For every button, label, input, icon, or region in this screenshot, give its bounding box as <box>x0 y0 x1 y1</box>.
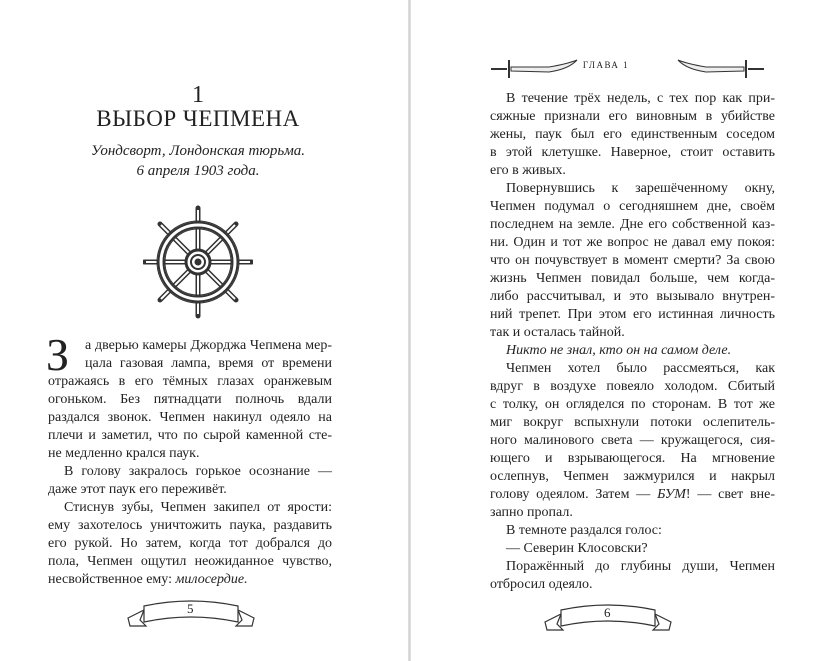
chapter-title: ВЫБОР ЧЕПМЕНА <box>96 106 300 131</box>
text-line <box>490 108 775 126</box>
text-line <box>490 90 775 108</box>
text-line <box>48 463 332 481</box>
text-segment: В течение трёх недель, с тех пор как при- <box>506 91 775 106</box>
text-segment: отбросил одеяло. <box>490 577 593 592</box>
text-line <box>48 409 332 427</box>
text-line <box>48 427 332 445</box>
running-head: ГЛАВА 1 <box>582 60 630 70</box>
text-segment: даже этот паук его переживёт. <box>48 482 227 497</box>
text-segment: так и осталась тайной. <box>490 325 625 340</box>
text-line <box>490 378 775 396</box>
text-segment: огоньком. Без пятнадцати полночь вдали <box>48 392 332 407</box>
text-segment: ослепнув, Чепмен зажмурился и накрыл <box>490 469 775 484</box>
text-segment: Поражённый до глубины души, Чепмен <box>506 559 775 574</box>
text-segment: ного малинового света — кружащегося, сия- <box>490 433 775 448</box>
text-segment: пола, Чепмен ощутил неожиданное чувство, <box>48 554 332 569</box>
page-number: 5 <box>187 601 194 616</box>
text-segment: голову одеялом. Затем — <box>490 487 658 502</box>
right-body-text <box>490 90 775 594</box>
text-segment: миг вокруг вспыхнули потоки ослепитель- <box>490 415 775 430</box>
text-line <box>490 486 775 504</box>
text-line <box>48 535 332 553</box>
text-segment: В голову закралось горькое осознание — <box>64 464 332 479</box>
text-line <box>48 553 332 571</box>
text-line <box>490 450 775 468</box>
text-line <box>490 522 775 540</box>
text-segment: ему захотелось уничтожить паука, раздавить <box>48 518 332 533</box>
page-number: 6 <box>604 605 611 620</box>
text-segment: ющего и взрывающегося. На мгновение <box>490 451 775 466</box>
text-segment: запно пропал. <box>490 505 573 520</box>
text-segment: Повернувшись к зарешёченному окну, <box>506 181 775 196</box>
text-line <box>490 324 775 342</box>
text-line <box>490 288 775 306</box>
text-line <box>490 432 775 450</box>
text-segment: цала газовая лампа, время от времени <box>85 356 332 371</box>
chapter-number: 1 <box>192 82 204 108</box>
italic-text: Никто не знал, кто он на самом деле. <box>506 343 732 358</box>
text-segment: жены, паук был его единственным соседом <box>490 127 775 142</box>
text-line <box>490 468 775 486</box>
text-segment: раздался звонок. Чепмен накинул одеяло на <box>48 410 332 425</box>
text-line <box>490 144 775 162</box>
text-line <box>490 504 775 522</box>
chapter-subtitle-date: 6 апреля 1903 года. <box>136 163 260 179</box>
text-segment: вдруг в воздухе повеяло холодом. Сбитый <box>490 379 775 394</box>
text-line <box>48 571 332 589</box>
text-segment: отражаясь в его тёмных глазах оранжевым <box>48 374 332 389</box>
text-line <box>490 576 775 594</box>
text-line <box>490 126 775 144</box>
text-segment: ! — свет вне- <box>685 487 775 502</box>
text-line <box>490 414 775 432</box>
text-segment: либо рассчитывал, и это вызывало внутрен- <box>490 289 775 304</box>
text-segment: что он почувствует в момент смерти? За свою <box>490 253 775 268</box>
text-line <box>48 391 332 409</box>
text-line <box>48 373 332 391</box>
text-segment: ни. Один и тот же вопрос не давал ему покоя: <box>490 235 775 250</box>
text-line <box>490 558 775 576</box>
text-line <box>490 234 775 252</box>
ship-wheel-illustration <box>143 205 253 320</box>
text-segment: не медленно крался паук. <box>48 446 200 461</box>
italic-text: милосердие. <box>175 572 248 587</box>
text-segment: несвойственное ему: <box>48 572 176 587</box>
text-line <box>48 481 332 499</box>
drop-cap: З <box>46 329 70 380</box>
text-line <box>490 396 775 414</box>
text-line <box>48 499 332 517</box>
italic-text: БУМ <box>657 487 686 502</box>
text-line <box>48 337 332 355</box>
chapter-subtitle-place: Уондсворт, Лондонская тюрьма. <box>90 143 306 159</box>
sword-ornament-right <box>676 56 766 80</box>
text-line <box>48 517 332 535</box>
text-line <box>490 162 775 180</box>
left-body-text <box>48 337 332 589</box>
text-line <box>490 342 775 360</box>
text-segment: в этой клетушке. Наверное, стоит оставить <box>490 145 775 160</box>
text-segment: Чепмен хотел было рассмеяться, как <box>506 361 775 376</box>
text-segment: ний трепет. При этом его истинная личность <box>490 307 775 322</box>
text-line <box>490 360 775 378</box>
text-segment: его в живых. <box>490 163 566 178</box>
text-line <box>48 355 332 373</box>
text-line <box>490 180 775 198</box>
text-line <box>490 198 775 216</box>
text-segment: плечи и заметил, что по сырой каменной сте- <box>48 428 332 443</box>
text-segment: В темноте раздался голос: <box>506 523 662 538</box>
text-segment: — Северин Клосовски? <box>506 541 648 556</box>
text-segment: его рукой. Но затем, когда тот добрался до <box>48 536 332 551</box>
text-line <box>48 445 332 463</box>
text-line <box>490 270 775 288</box>
text-segment: сяжные признали его виновным в убийстве <box>490 109 775 124</box>
text-segment: последнем на земле. Дне его собственной каз- <box>490 217 775 232</box>
text-line <box>490 252 775 270</box>
text-line <box>490 306 775 324</box>
text-segment: а дверью камеры Джорджа Чепмена мер- <box>85 338 332 353</box>
text-segment: с толку, он огляделся по сторонам. В тот же <box>490 397 775 412</box>
text-line <box>490 216 775 234</box>
text-segment: Чепмен подумал о сегодняшнем дне, своём <box>490 199 775 214</box>
text-line <box>490 540 775 558</box>
text-segment: Стиснув зубы, Чепмен закипел от ярости: <box>64 500 332 515</box>
text-segment: жизнь Чепмен повидал больше, чем когда- <box>490 271 775 286</box>
